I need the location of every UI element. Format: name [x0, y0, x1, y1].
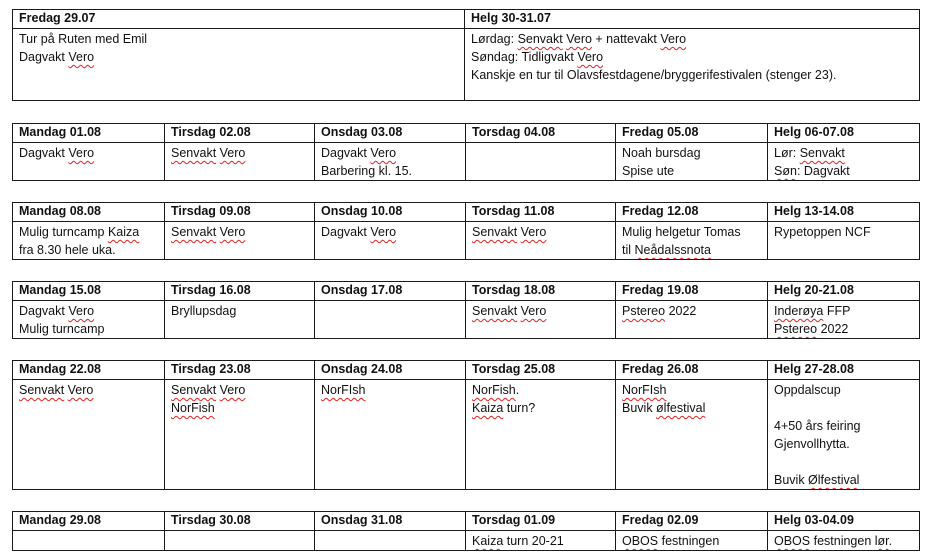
entry-line [774, 471, 913, 489]
entry-text: Mulig turncamp [19, 322, 105, 336]
entry-text: Noah bursdag [622, 146, 701, 160]
day-cell[interactable] [13, 301, 165, 339]
day-header[interactable]: Helg 30-31.07 [465, 10, 920, 29]
entry-line [19, 30, 458, 48]
entry-line [321, 162, 459, 180]
day-cell[interactable] [465, 29, 920, 101]
entry-line [19, 223, 158, 241]
spellcheck-flagged-word: NorFIsh [622, 383, 667, 397]
entry-text: festningen [810, 534, 875, 548]
day-cell[interactable] [315, 222, 466, 260]
spellcheck-flagged-word: Pstereo [622, 304, 666, 318]
spellcheck-flagged-word: Vero [520, 225, 547, 239]
week-table-32 [12, 202, 920, 260]
day-header[interactable]: Mandag 22.08 [13, 361, 165, 380]
spellcheck-flagged-word: Vero [68, 146, 95, 160]
entry-text: Tur på Ruten med Emil [19, 32, 148, 46]
spellcheck-flagged-word: Inderøya [774, 304, 824, 318]
spellcheck-flagged-word: Senvakt [171, 225, 217, 239]
day-header[interactable]: Tirsdag 09.08 [165, 203, 315, 222]
entry-text: Buvik [774, 473, 809, 487]
spellcheck-flagged-word: Vero [219, 383, 246, 397]
entry-line [622, 532, 761, 550]
entry-line [19, 320, 158, 338]
day-header[interactable]: Torsdag 11.08 [466, 203, 616, 222]
day-header[interactable]: Mandag 15.08 [13, 282, 165, 301]
week-content-row [13, 301, 920, 339]
spellcheck-flagged-word: Søn [774, 164, 797, 178]
blank-line [774, 453, 913, 471]
day-header[interactable]: Helg 27-28.08 [768, 361, 920, 380]
entry-line [472, 223, 609, 241]
spellcheck-flagged-word: Vero [660, 32, 687, 46]
entry-text: turn 20-21 [503, 534, 564, 548]
spellcheck-flagged-word: Neådalssnota [634, 243, 711, 257]
spellcheck-flagged-word: OBOS [622, 534, 659, 548]
day-header[interactable]: Onsdag 17.08 [315, 282, 466, 301]
blank-line [774, 399, 913, 417]
day-cell[interactable] [616, 222, 768, 260]
day-header[interactable]: Onsdag 31.08 [315, 512, 466, 531]
entry-text: Lør: [774, 146, 800, 160]
day-header[interactable]: Helg 20-21.08 [768, 282, 920, 301]
entry-text: Buvik [622, 401, 657, 415]
day-header[interactable]: Helg 03-04.09 [768, 512, 920, 531]
entry-text: 2022 [665, 304, 697, 318]
week-table-34 [12, 360, 920, 490]
day-cell[interactable] [466, 301, 616, 339]
entry-line [471, 30, 913, 48]
entry-text: Mulig helgetur Tomas [622, 225, 741, 239]
spellcheck-flagged-word: Kaiza [472, 534, 504, 548]
entry-line [774, 162, 913, 180]
week-header-row [13, 10, 920, 29]
entry-text: Mulig turncamp [19, 225, 108, 239]
entry-line [622, 223, 761, 241]
entry-line [472, 399, 609, 417]
day-header[interactable]: Fredag 19.08 [616, 282, 768, 301]
entry-line [171, 381, 308, 399]
entry-line [19, 48, 458, 66]
week-content-row [13, 29, 920, 101]
day-header[interactable]: Torsdag 01.09 [466, 512, 616, 531]
day-cell[interactable] [768, 301, 920, 339]
spellcheck-flagged-word: Vero [68, 50, 95, 64]
day-header[interactable]: Mandag 08.08 [13, 203, 165, 222]
entry-text: turn? [503, 401, 536, 415]
day-header[interactable]: Tirsdag 23.08 [165, 361, 315, 380]
entry-line [19, 302, 158, 320]
day-cell[interactable] [13, 29, 465, 101]
entry-text: fra 8.30 hele uka. [19, 243, 116, 257]
entry-line [321, 381, 459, 399]
day-cell[interactable] [13, 143, 165, 181]
spellcheck-flagged-word: OBOS [774, 534, 811, 548]
week-header-row [13, 282, 920, 301]
entry-line [171, 223, 308, 241]
entry-line [774, 381, 913, 399]
day-header[interactable]: Onsdag 24.08 [315, 361, 466, 380]
spellcheck-flagged-word: Senvakt [19, 383, 65, 397]
spellcheck-flagged-word: Senvakt [472, 225, 518, 239]
spellcheck-flagged-word: Vero [67, 383, 94, 397]
day-cell[interactable] [13, 380, 165, 490]
entry-text: Lørdag: [471, 32, 518, 46]
entry-text: Dagvakt [321, 225, 371, 239]
entry-line [622, 302, 761, 320]
week-table-31 [12, 123, 920, 181]
day-cell[interactable] [768, 531, 920, 551]
entry-line [774, 417, 913, 435]
entry-text: 2022 [817, 322, 849, 336]
week-header-row [13, 203, 920, 222]
entry-line [171, 302, 308, 320]
spellcheck-flagged-word: Vero [68, 304, 95, 318]
day-cell[interactable] [616, 531, 768, 551]
day-cell[interactable] [768, 380, 920, 490]
day-cell[interactable] [165, 380, 315, 490]
entry-text: . [515, 383, 520, 397]
day-cell[interactable] [315, 380, 466, 490]
day-cell[interactable] [466, 531, 616, 551]
day-header[interactable]: Torsdag 04.08 [466, 124, 616, 143]
spellcheck-flagged-word: Vero [219, 146, 246, 160]
entry-line [622, 381, 761, 399]
day-header[interactable]: Tirsdag 02.08 [165, 124, 315, 143]
entry-line [774, 532, 913, 550]
day-cell[interactable] [315, 143, 466, 181]
week-header-row [13, 361, 920, 380]
week-header-row [13, 124, 920, 143]
week-content-row [13, 531, 920, 551]
spellcheck-flagged-word: Senvakt [171, 146, 217, 160]
spellcheck-flagged-word: lør [874, 534, 889, 548]
day-cell[interactable] [165, 531, 315, 551]
week-content-row [13, 143, 920, 181]
entry-line [472, 381, 609, 399]
day-header[interactable]: Fredag 12.08 [616, 203, 768, 222]
week-content-row [13, 222, 920, 260]
day-header[interactable]: Helg 13-14.08 [768, 203, 920, 222]
day-cell[interactable] [768, 143, 920, 181]
day-header[interactable]: Fredag 26.08 [616, 361, 768, 380]
entry-text: 4+50 års feiring [774, 419, 861, 433]
spellcheck-flagged-word: Vero [370, 146, 397, 160]
day-cell[interactable] [315, 531, 466, 551]
entry-text: Dagvakt [19, 304, 69, 318]
day-cell[interactable] [165, 301, 315, 339]
day-cell[interactable] [616, 301, 768, 339]
entry-line [622, 399, 761, 417]
entry-line [774, 435, 913, 453]
entry-line [471, 66, 913, 84]
day-header[interactable]: Tirsdag 30.08 [165, 512, 315, 531]
entry-line [622, 162, 761, 180]
week-header-row [13, 512, 920, 531]
day-header[interactable]: Fredag 05.08 [616, 124, 768, 143]
week-table-33 [12, 281, 920, 339]
spellcheck-flagged-word: Vero [566, 32, 592, 46]
spellcheck-flagged-word: Senvakt [799, 146, 845, 160]
entry-text: Dagvakt [19, 50, 69, 64]
entry-line [472, 302, 609, 320]
entry-text: : Dagvakt [796, 164, 850, 178]
day-cell[interactable] [466, 143, 616, 181]
day-header[interactable]: Torsdag 25.08 [466, 361, 616, 380]
entry-text: Søndag: Tidligvakt [471, 50, 578, 64]
week-content-row [13, 380, 920, 490]
entry-text: Gjenvollhytta. [774, 437, 850, 451]
spellcheck-flagged-word: NorFish [472, 383, 516, 397]
day-header[interactable]: Mandag 01.08 [13, 124, 165, 143]
entry-line [19, 144, 158, 162]
entry-line [622, 241, 761, 259]
entry-line [774, 144, 913, 162]
entry-line [774, 320, 913, 338]
spellcheck-flagged-word: Senvakt [517, 32, 563, 46]
entry-text: Kanskje en tur til Olavsfestdagene/bryggerifestivalen (stenger 23). [471, 68, 837, 82]
entry-line [19, 381, 158, 399]
week-table-30 [12, 9, 920, 101]
entry-line [321, 144, 459, 162]
spellcheck-flagged-word: Vero [219, 225, 246, 239]
day-header[interactable]: Fredag 29.07 [13, 10, 465, 29]
spellcheck-flagged-word: Vero [370, 225, 397, 239]
entry-line [471, 48, 913, 66]
day-cell[interactable] [315, 301, 466, 339]
entry-text: Rypetoppen NCF [774, 225, 871, 239]
entry-line [171, 399, 308, 417]
spellcheck-flagged-word: Senvakt [171, 383, 217, 397]
entry-line [321, 223, 459, 241]
entry-text: Bryllupsdag [171, 304, 237, 318]
week-table-35 [12, 511, 920, 551]
entry-text: + nattevakt [591, 32, 661, 46]
day-cell[interactable] [616, 143, 768, 181]
spellcheck-flagged-word: Vero [577, 50, 604, 64]
spellcheck-flagged-word: Kaiza [472, 401, 504, 415]
day-header[interactable]: Onsdag 10.08 [315, 203, 466, 222]
day-cell[interactable] [768, 222, 920, 260]
entry-text: Barbering kl. 15. [321, 164, 413, 178]
entry-line [774, 302, 913, 320]
spellcheck-flagged-word: NorFIsh [321, 383, 366, 397]
spellcheck-flagged-word: Senvakt [472, 304, 518, 318]
entry-text: Spise ute [622, 164, 675, 178]
day-cell[interactable] [616, 380, 768, 490]
day-header[interactable]: Onsdag 03.08 [315, 124, 466, 143]
spellcheck-flagged-word: Kaiza [107, 225, 140, 239]
day-cell[interactable] [165, 143, 315, 181]
entry-text: FFP [823, 304, 851, 318]
entry-line [622, 144, 761, 162]
day-cell[interactable] [165, 222, 315, 260]
entry-text: . [888, 534, 893, 548]
spellcheck-flagged-word: Pstereo [774, 322, 818, 336]
entry-line [472, 532, 609, 550]
entry-line [774, 223, 913, 241]
day-cell[interactable] [13, 222, 165, 260]
day-header[interactable]: Helg 06-07.08 [768, 124, 920, 143]
spellcheck-flagged-word: ølfestival [656, 401, 706, 415]
entry-text: Oppdalscup [774, 383, 841, 397]
entry-text: festningen [658, 534, 720, 548]
day-header[interactable]: Torsdag 18.08 [466, 282, 616, 301]
entry-line [171, 144, 308, 162]
spellcheck-flagged-word: Vero [520, 304, 547, 318]
day-header[interactable]: Mandag 29.08 [13, 512, 165, 531]
day-cell[interactable] [466, 222, 616, 260]
entry-text: Dagvakt [19, 146, 69, 160]
spellcheck-flagged-word: NorFish [171, 401, 215, 415]
spellcheck-flagged-word: Ølfestival [808, 473, 860, 487]
entry-line [19, 241, 158, 259]
entry-text: til [622, 243, 635, 257]
day-cell[interactable] [13, 531, 165, 551]
day-header[interactable]: Tirsdag 16.08 [165, 282, 315, 301]
entry-text: Dagvakt [321, 146, 371, 160]
day-header[interactable]: Fredag 02.09 [616, 512, 768, 531]
day-cell[interactable] [466, 380, 616, 490]
